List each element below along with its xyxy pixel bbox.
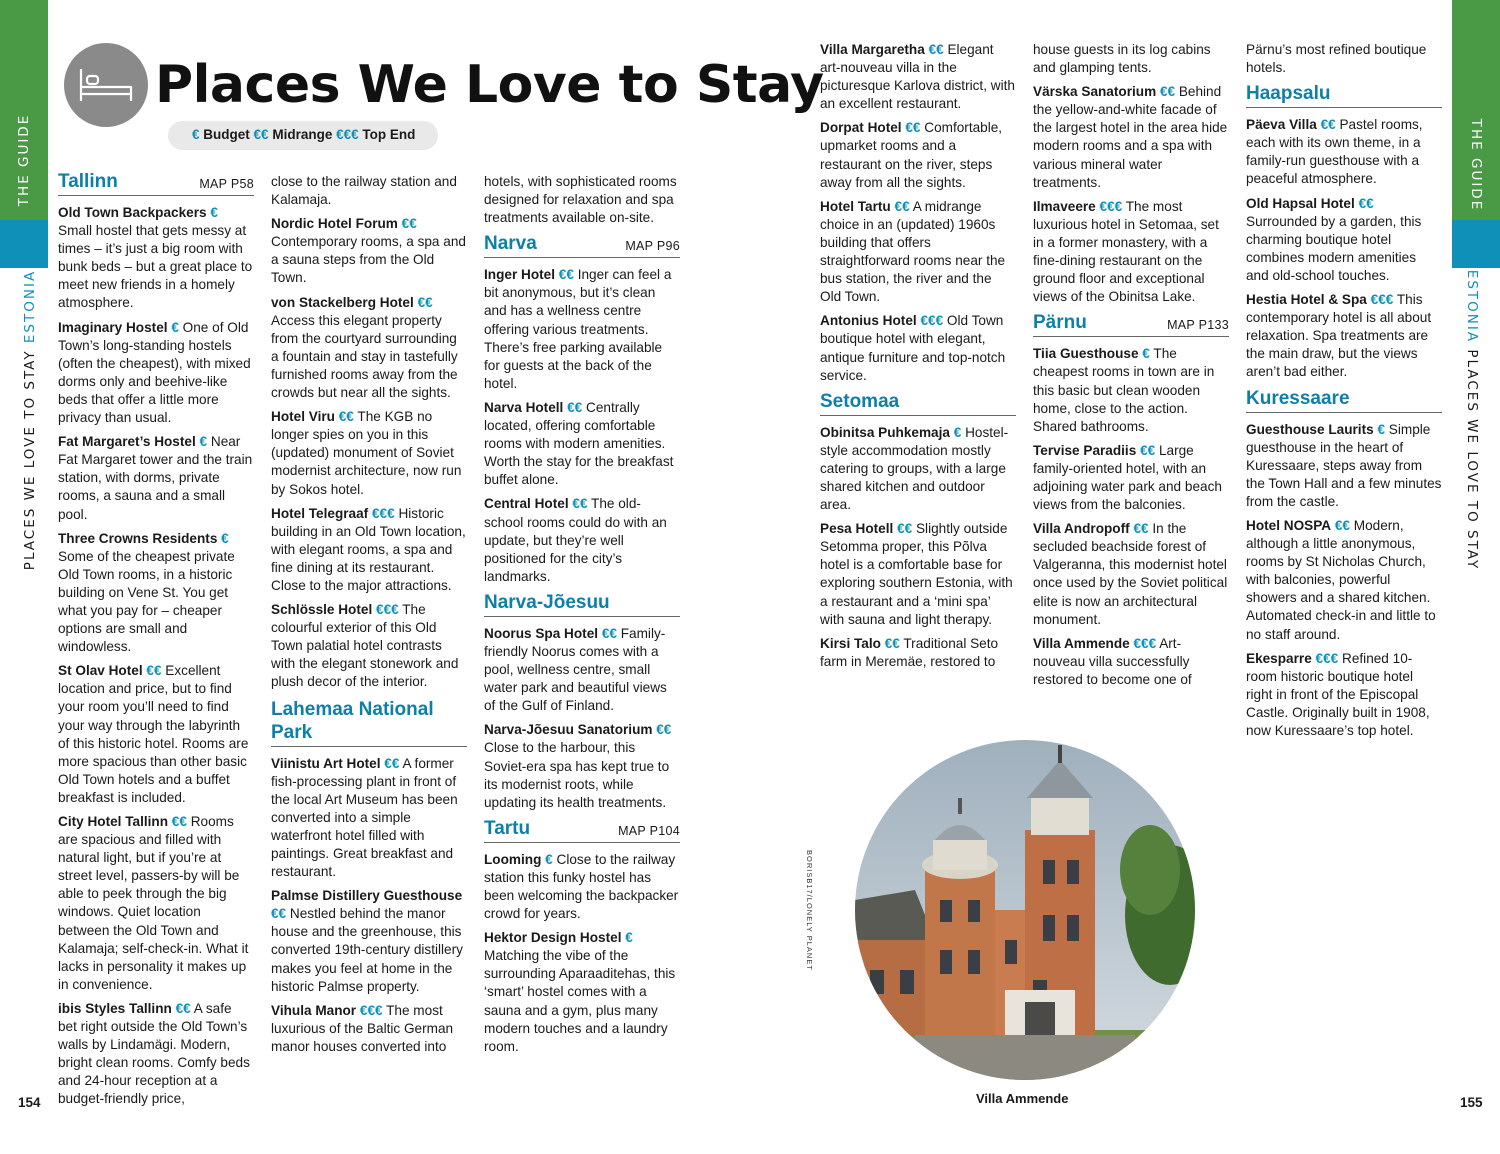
price-tier: € — [221, 530, 229, 546]
price-tier: €€€ — [371, 505, 395, 521]
listing-name: Hotel Viru — [271, 409, 335, 425]
listing-text: Large family-oriented hotel, with an adjoining water park and beach views from the balconies. — [1033, 442, 1222, 513]
price-tier: €€€ — [376, 602, 399, 618]
listing — [1033, 198, 1229, 307]
legend-top-symbol: €€€ — [336, 127, 359, 142]
listing — [820, 312, 1016, 384]
section-heading: Pärnu — [1033, 312, 1087, 334]
section-heading: Tallinn — [58, 171, 118, 192]
listing-text: Comfortable, upmarket rooms and a restaurant on the river, steps away from all the sights. — [820, 120, 1003, 190]
listing — [58, 1000, 254, 1109]
price-tier: € — [953, 424, 962, 440]
listing-name: Schlössle Hotel — [271, 602, 373, 618]
section-parnu — [1033, 312, 1229, 337]
listing-name: St Olav Hotel — [58, 663, 143, 679]
listing — [1033, 83, 1229, 192]
listing-text: Contemporary rooms, a spa and a sauna steps from the Old Town. — [271, 234, 466, 286]
listing — [58, 813, 254, 994]
listing-name: Old Hapsal Hotel — [1246, 195, 1355, 211]
listing-name: Villa Margaretha — [820, 42, 925, 57]
section-tartu — [484, 818, 680, 843]
listing-text: Access this elegant property from the courtyard surrounding a fountain and stay in tastefully furnished rooms away from the crowds but near all the sights. — [271, 312, 458, 401]
section-heading: Kuressaare — [1246, 387, 1350, 409]
price-tier: €€ — [171, 814, 187, 829]
map-ref: MAP P104 — [618, 823, 680, 838]
section-heading: Narva — [484, 233, 537, 255]
price-legend — [168, 121, 438, 150]
price-tier: €€€ — [359, 1002, 383, 1018]
listing — [271, 755, 467, 882]
listing-text: Inger can feel a bit anonymous, but it’s clean and has a wellness centre offering various treatments. There’s free parking available for guests at the back of the hotel. — [484, 267, 672, 391]
listing-name: Imaginary Hostel — [58, 319, 168, 335]
listing — [58, 662, 254, 807]
listing-text: Excellent location and price, but to find your room you’ll need to find your way through the labyrinth of this historic hotel. Rooms are more spacious than other basic Old Town hotels and a buffet breakfast is included. — [58, 663, 249, 805]
map-ref: MAP P96 — [625, 239, 680, 254]
legend-mid-symbol: €€ — [253, 127, 269, 142]
price-tier: €€ — [572, 496, 588, 512]
listing — [271, 601, 467, 691]
listing-text: Small hostel that gets messy at times – it’s just a big room with bunk beds – but a great place to meet new friends in a homely atmosphere. — [58, 223, 253, 311]
listing-name: Old Town Backpackers — [58, 205, 207, 220]
price-tier: € — [625, 930, 633, 946]
listing-text: A safe bet right outside the Old Town’s walls by Lindamägi. Modern, bright clean rooms. Comfy beds and 24-hour reception at a budget-friendly price, — [58, 1000, 250, 1107]
listing-text: Family-friendly Noorus comes with a pool, wellness centre, small water park and beautiful views of the Gulf of Finland. — [484, 625, 667, 714]
continued-text: close to the railway station and Kalamaja. — [271, 174, 457, 208]
listing-text: Close to the harbour, this Soviet-era spa has kept true to its modernist roots, while updating its health treatments. — [484, 740, 670, 810]
column-6 — [1246, 41, 1442, 746]
listing — [58, 530, 254, 657]
listing-name: ibis Styles Tallinn — [58, 1000, 172, 1016]
price-tier: €€ — [384, 755, 400, 771]
section-heading: Tartu — [484, 817, 531, 839]
listing-text: The cheapest rooms in town are in this basic but clean wooden home, close to the action. Shared bathrooms. — [1033, 346, 1215, 434]
continued-text: Pärnu’s most refined boutique hotels. — [1246, 42, 1427, 76]
left-running-head — [22, 270, 38, 570]
listing-text: The colourful exterior of this Old Town palatial hotel contrasts with the elegant stonework and plush decor of the interior. — [271, 602, 459, 690]
listing-text: Surrounded by a garden, this charming boutique hotel combines modern amenities and old-school touches. — [1246, 213, 1422, 283]
listing-text: Rooms are spacious and filled with natural light, but if you’re at street level, passers-by will be able to peek through the big windows. Quiet location between the Old Town and Kalamaja; self-check-in. What it lacks in personality it makes up in convenience. — [58, 814, 249, 992]
listing — [58, 433, 254, 523]
price-tier: €€ — [1140, 442, 1156, 458]
listing-name: Tervise Paradiis — [1033, 442, 1137, 458]
listing — [271, 294, 467, 403]
listing-name: Hotel Tartu — [820, 198, 891, 214]
listing — [1033, 345, 1229, 435]
listing — [484, 851, 680, 923]
listing-name: City Hotel Tallinn — [58, 814, 169, 829]
listing-text: This contemporary hotel is all about relaxation. Spa treatments are the main draw, but the views aren’t bad either. — [1246, 292, 1432, 380]
heading-line-2: Park — [271, 721, 313, 743]
section-narva-joesuu — [484, 592, 680, 617]
listing — [484, 625, 680, 715]
listing — [484, 399, 680, 489]
listing-name: Vihula Manor — [271, 1002, 357, 1018]
left-running-text: PLACES WE LOVE TO STAY — [22, 349, 38, 571]
price-tier: €€ — [1133, 521, 1149, 537]
right-running-country: ESTONIA — [1464, 269, 1480, 344]
listing-text: Close to the railway station this funky hostel has been welcoming the backpacker crowd for years. — [484, 851, 679, 922]
listing-name: Central Hotel — [484, 496, 569, 512]
heading-line-1: Lahemaa National — [271, 698, 434, 720]
legend-budget-label: Budget — [203, 127, 250, 142]
price-tier: €€ — [1334, 517, 1350, 533]
listing-name: Three Crowns Residents — [58, 530, 218, 546]
listing-text: Simple guesthouse in the heart of Kuressaare, steps away from the Town Hall and a few minutes from the castle. — [1246, 421, 1442, 509]
listing-text: Old Town boutique hotel with elegant, antique furniture and top-notch service. — [820, 313, 1006, 383]
left-section-marker — [0, 220, 48, 268]
listing-text: Traditional Seto farm in Meremäe, restored to — [820, 635, 999, 669]
page-number-right: 155 — [1460, 1095, 1483, 1110]
listing-name: Hestia Hotel & Spa — [1246, 292, 1367, 308]
column-2 — [271, 173, 467, 1062]
price-tier: €€ — [884, 635, 900, 651]
price-tier: €€ — [928, 42, 944, 57]
price-tier: € — [171, 319, 179, 335]
section-heading: Haapsalu — [1246, 83, 1331, 105]
listing-text: The old-school rooms could do with an update, but they’re well positioned for the city’s landmarks. — [484, 496, 667, 584]
price-tier: €€€ — [1315, 650, 1339, 666]
section-haapsalu — [1246, 83, 1442, 108]
listing-name: Päeva Villa — [1246, 117, 1317, 133]
listing-name: Ekesparre — [1246, 650, 1312, 666]
listing — [1246, 650, 1442, 740]
listing — [820, 424, 1016, 514]
listing — [1246, 291, 1442, 381]
listing-name: Guesthouse Laurits — [1246, 421, 1374, 437]
listing-name: Tiia Guesthouse — [1033, 346, 1139, 362]
listing-text: Centrally located, offering comfortable rooms with modern amenities. Worth the stay for the breakfast buffet alone. — [484, 399, 674, 488]
listing-text: The most luxurious of the Baltic German manor houses converted into — [271, 1002, 454, 1054]
listing-name: Palmse Distillery Guesthouse — [271, 888, 463, 904]
price-tier: €€€ — [920, 313, 944, 329]
continued-text: house guests in its log cabins and glamping tents. — [1033, 42, 1211, 76]
listing-name: Narva-Jõesuu Sanatorium — [484, 722, 653, 738]
listing — [820, 41, 1016, 113]
price-tier: €€ — [1159, 84, 1176, 100]
price-tier: €€ — [175, 1000, 191, 1016]
listing-name: Ilmaveere — [1033, 198, 1096, 214]
left-side-tab — [0, 0, 48, 1154]
listing-name: Narva Hotell — [484, 399, 564, 415]
listing-text: In the secluded beachside forest of Valgeranna, this modernist hotel once used by the Soviet political elite is now an architectural monument. — [1033, 521, 1228, 627]
listing — [484, 929, 680, 1056]
listing — [271, 1002, 467, 1056]
price-tier: €€ — [271, 906, 287, 922]
continued-text: hotels, with sophisticated rooms designed for relaxation and spa treatments available on-site. — [484, 174, 677, 226]
listing — [484, 266, 680, 393]
price-tier: €€ — [567, 399, 583, 415]
villa-ammende-photo — [855, 740, 1195, 1080]
listing-text: Modern, although a little anonymous, rooms by St Nicholas Church, with balconies, powerful showers and a shared kitchen. Automated check-in and little to no staff around. — [1246, 517, 1436, 642]
price-tier: €€ — [146, 663, 162, 679]
map-ref: MAP P58 — [199, 176, 254, 191]
price-tier: €€ — [1320, 117, 1336, 133]
listing-text: Behind the yellow-and-white facade of the largest hotel in the area hide modern rooms and a spa with various mineral water treatments. — [1033, 84, 1228, 190]
listing-name: Pesa Hotell — [820, 521, 894, 537]
listing-name: Dorpat Hotel — [820, 120, 902, 136]
listing — [1033, 635, 1229, 689]
right-guide-label: THE GUIDE — [1468, 118, 1484, 212]
column-4 — [820, 41, 1016, 677]
page-number-left: 154 — [18, 1095, 41, 1110]
price-tier: € — [1377, 421, 1385, 437]
listing-name: Viinistu Art Hotel — [271, 755, 381, 771]
legend-top-label: Top End — [362, 127, 416, 142]
listing-text: Some of the cheapest private Old Town rooms, in a historic building on Vene St. You get what you pay for – cheaper options are small and windowless. — [58, 548, 235, 655]
photo-caption: Villa Ammende — [976, 1091, 1069, 1106]
section-kuressaare — [1246, 388, 1442, 413]
listing-name: Villa Ammende — [1033, 635, 1130, 651]
price-tier: € — [545, 851, 553, 867]
price-tier: €€ — [338, 409, 354, 425]
listing-name: Hotel Telegraaf — [271, 505, 369, 521]
listing-name: Kirsi Talo — [820, 635, 881, 651]
listing-text: Historic building in an Old Town location, with elegant rooms, a spa and fine dining at its restaurant. Close to the major attractions. — [271, 505, 466, 593]
listing-name: Fat Margaret’s Hostel — [58, 434, 196, 450]
listing — [484, 721, 680, 811]
listing-text: A midrange choice in an (updated) 1960s building that offers straightforward rooms near the bus station, the river and the Old Town. — [820, 198, 1006, 305]
listing-text: Art-nouveau villa successfully restored to become one of — [1033, 635, 1192, 687]
section-setomaa — [820, 391, 1016, 416]
listing-name: Värska Sanatorium — [1033, 84, 1157, 100]
listing — [1246, 116, 1442, 188]
photo-credit: BORISB17/LONELY PLANET — [805, 850, 814, 971]
bed-icon — [64, 43, 148, 127]
legend-budget-symbol: € — [192, 127, 200, 142]
listing — [484, 495, 680, 585]
listing-name: von Stackelberg Hotel — [271, 294, 414, 310]
section-narva — [484, 233, 680, 258]
listing-name: Villa Andropoff — [1033, 521, 1130, 537]
listing-text: A former fish-processing plant in front of the local Art Museum has been converted into a simple waterfront hotel filled with paintings. Great breakfast and restaurant. — [271, 755, 458, 880]
left-running-country: ESTONIA — [22, 269, 38, 344]
right-running-head — [1464, 270, 1480, 570]
listing-text: Matching the vibe of the surrounding Aparaaditehas, this ‘smart’ hostel comes with a sauna and a gym, plus many modern touches and a laundry room. — [484, 948, 676, 1054]
listing — [271, 505, 467, 595]
price-tier: €€ — [897, 521, 913, 537]
left-guide-label: THE GUIDE — [16, 113, 32, 207]
listing — [1246, 195, 1442, 285]
price-tier: €€ — [656, 722, 672, 738]
column-3 — [484, 173, 680, 1062]
price-tier: €€€ — [1099, 198, 1123, 214]
listing — [271, 887, 467, 996]
price-tier: €€€ — [1370, 292, 1394, 308]
listing-text: One of Old Town’s long-standing hostels (often the cheapest), with mixed dorms only and beehive-like beds that offer a little more privacy than usual. — [58, 319, 251, 426]
listing — [1246, 517, 1442, 644]
section-heading: Setomaa — [820, 390, 900, 412]
right-running-text: PLACES WE LOVE TO STAY — [1464, 349, 1480, 571]
listing-text: Nestled behind the manor house and the greenhouse, this converted 19th-century distillery makes you feel at home in the historic Palmse property. — [271, 906, 463, 994]
section-tallinn — [58, 171, 254, 196]
listing-text: The KGB no longer spies on you in this (updated) monument of Soviet modernist architecture, now run by Sokos hotel. — [271, 409, 462, 497]
legend-mid-label: Midrange — [272, 127, 333, 142]
listing — [820, 198, 1016, 307]
listing-name: Inger Hotel — [484, 267, 555, 283]
price-tier: € — [1142, 346, 1150, 362]
price-tier: €€€ — [1133, 635, 1157, 651]
listing — [271, 215, 467, 287]
listing — [1033, 520, 1229, 629]
listing-name: Hektor Design Hostel — [484, 930, 622, 946]
price-tier: €€ — [401, 216, 417, 232]
listing-text: Slightly outside Setomma proper, this Põlva hotel is a comfortable base for exploring southern Estonia, with a restaurant and a ‘mini spa’ with sauna and light therapy. — [820, 521, 1013, 627]
listing — [58, 319, 254, 428]
section-heading: Narva-Jõesuu — [484, 591, 610, 613]
price-tier: €€ — [1358, 195, 1374, 211]
column-1 — [58, 171, 254, 1115]
listing — [1033, 442, 1229, 514]
price-tier: €€ — [601, 625, 617, 641]
column-5 — [1033, 41, 1229, 695]
listing-text: Elegant art-nouveau villa in the picturesque Karlova district, with an excellent restaurant. — [820, 42, 1015, 112]
listing-text: The most luxurious hotel in Setomaa, set in a former monastery, with a fine-dining restaurant on the ground floor and exceptional views of the Obinitsa Lake. — [1033, 198, 1219, 305]
listing-text: Refined 10-room historic boutique hotel right in front of the Episcopal Castle. Originally built in 1908, now Kuressaare’s top hotel. — [1246, 650, 1430, 738]
price-tier: €€ — [558, 267, 574, 283]
listing — [271, 408, 467, 498]
listing — [1246, 421, 1442, 511]
price-tier: € — [210, 205, 218, 220]
listing — [820, 520, 1016, 629]
listing — [820, 119, 1016, 191]
listing — [58, 204, 254, 313]
section-heading — [271, 698, 434, 744]
listing-name: Antonius Hotel — [820, 313, 917, 329]
price-tier: €€ — [905, 120, 921, 136]
price-tier: €€ — [894, 198, 910, 214]
right-side-tab — [1452, 0, 1500, 1154]
listing-name: Obinitsa Puhkemaja — [820, 424, 950, 440]
price-tier: €€ — [417, 294, 433, 310]
section-lahemaa — [271, 698, 467, 747]
page-title: Places We Love to Stay — [155, 55, 824, 115]
listing-name: Looming — [484, 851, 542, 867]
price-tier: € — [199, 434, 208, 450]
listing-text: Near Fat Margaret tower and the train station, with dorms, private rooms, a sauna and a small pool. — [58, 434, 253, 522]
listing-name: Hotel NOSPA — [1246, 517, 1332, 533]
listing-name: Nordic Hotel Forum — [271, 216, 398, 232]
listing-text: Hostel-style accommodation mostly catering to groups, with a large shared kitchen and outdoor area. — [820, 424, 1009, 513]
right-section-marker — [1452, 220, 1500, 268]
listing-name: Noorus Spa Hotel — [484, 625, 599, 641]
listing-text: Pastel rooms, each with its own theme, in a family-run guesthouse with a peaceful atmosphere. — [1246, 117, 1423, 187]
listing — [820, 635, 1016, 671]
map-ref: MAP P133 — [1167, 318, 1229, 333]
